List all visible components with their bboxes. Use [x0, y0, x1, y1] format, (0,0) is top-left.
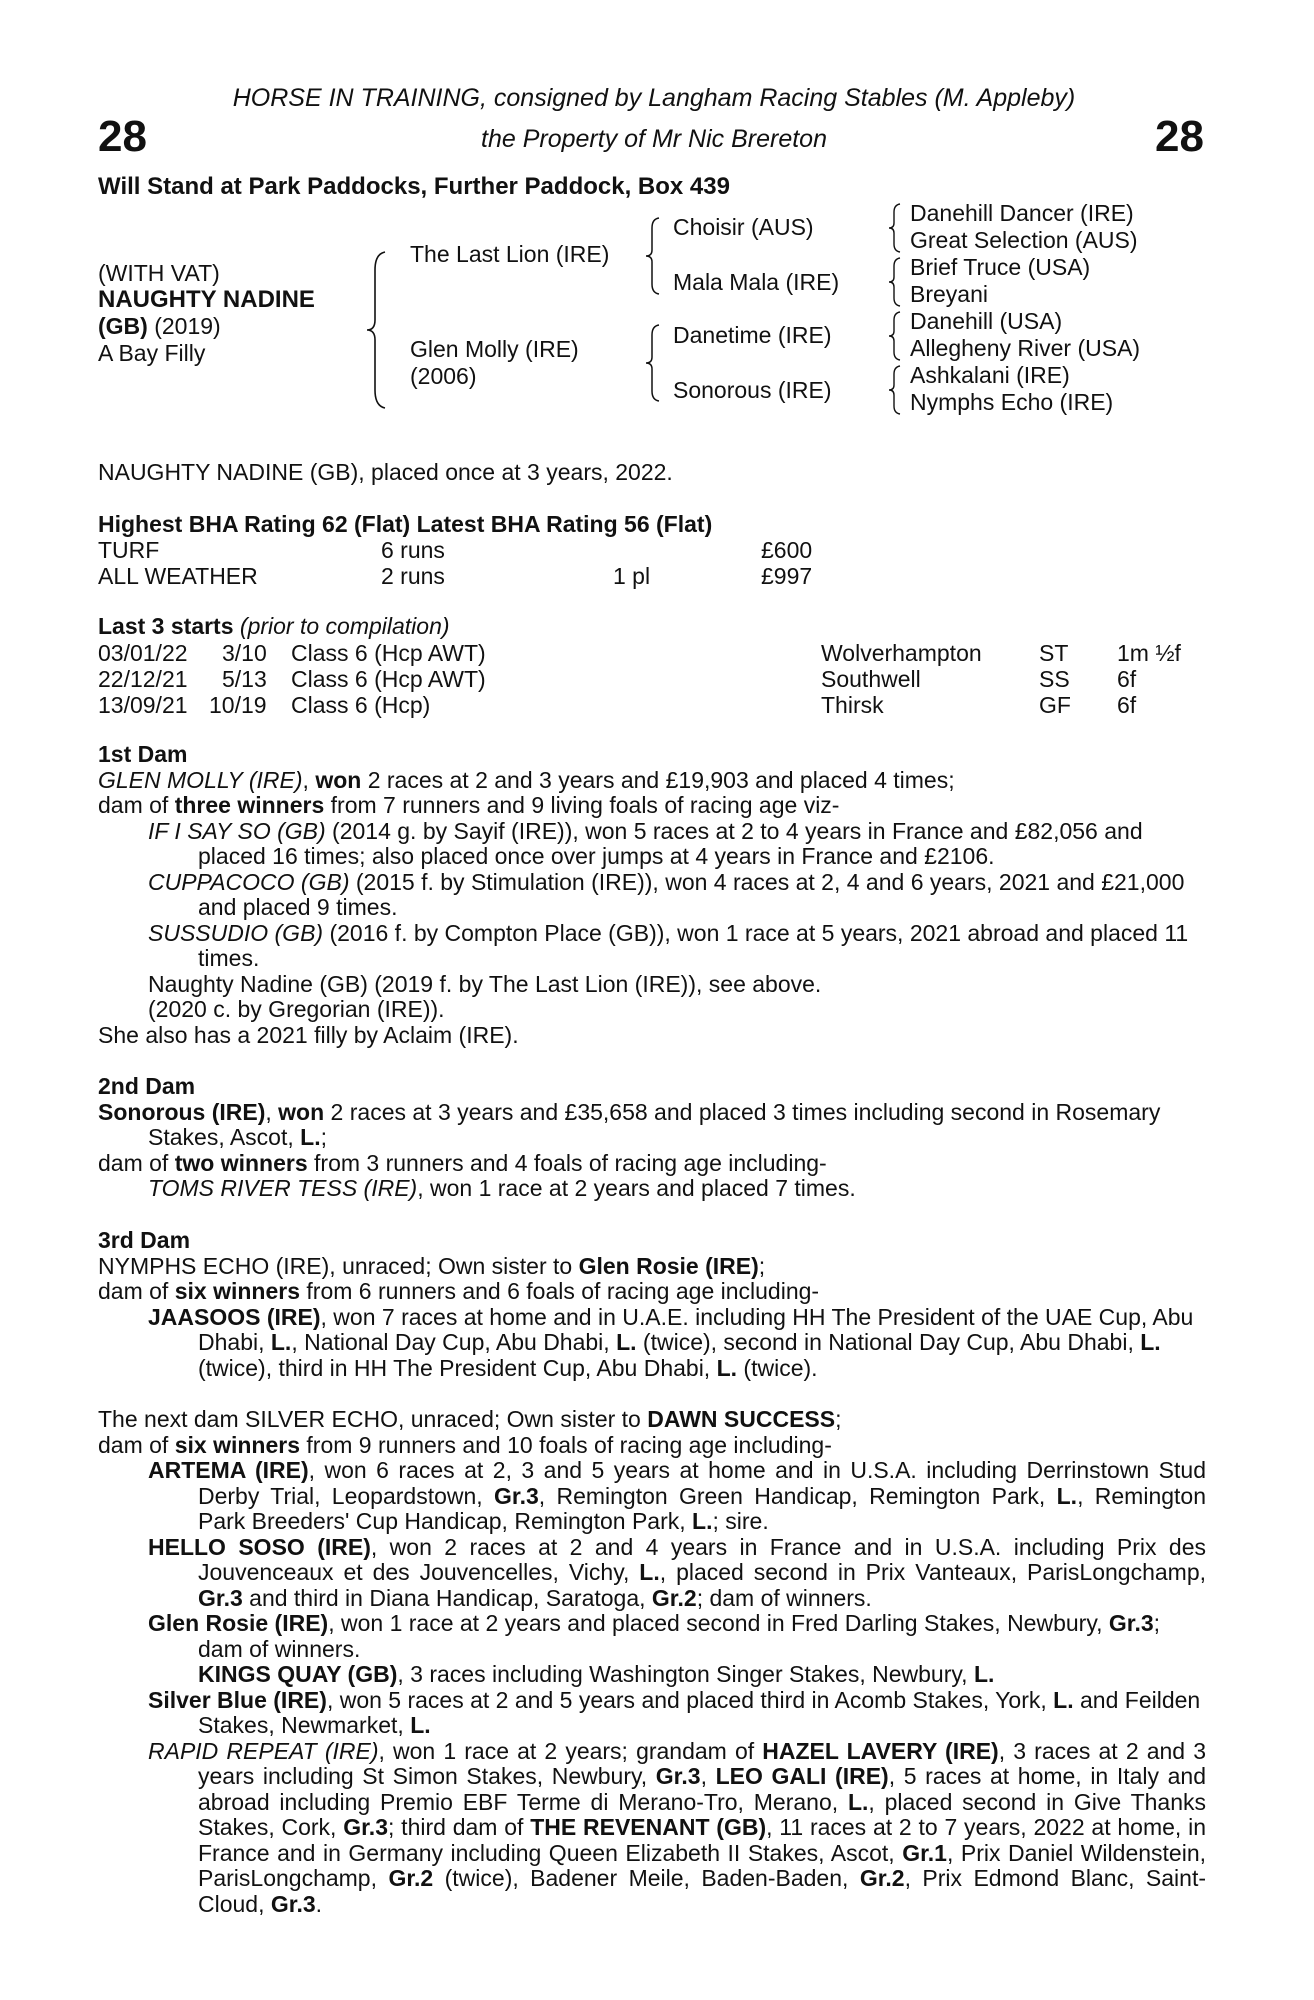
sire: The Last Lion (IRE) [410, 241, 610, 267]
text: (twice). [737, 1354, 818, 1381]
start-pos: 10/19 [209, 692, 267, 718]
start-dist: 1m ½f [1117, 640, 1181, 666]
text: , 3 races at 2 and 3 years including St Simon Stakes, Newbury, [198, 1737, 1207, 1789]
sister-name: DAWN SUCCESS [647, 1406, 836, 1432]
starts-table [98, 640, 1208, 718]
text: dam of [98, 1431, 175, 1458]
grade: L. [1056, 1482, 1078, 1509]
progeny-name: RAPID REPEAT (IRE) [148, 1737, 379, 1764]
starts-title-text: Last 3 starts [98, 613, 234, 639]
text: ; [320, 1124, 327, 1150]
grade: Gr.3 [343, 1814, 388, 1840]
text: ; dam of winners. [696, 1584, 872, 1611]
grade: L. [692, 1508, 713, 1534]
text: , 3 races including Washington Singer Stakes, Newbury, [397, 1661, 974, 1687]
progeny-entry [148, 870, 1206, 921]
rating-prize: £997 [761, 563, 813, 589]
property-line: the Property of Mr Nic Brereton [481, 125, 827, 153]
third-dam-title: 3rd Dam [98, 1227, 191, 1253]
text: , [700, 1763, 716, 1789]
text: ; dam of winners. [198, 1610, 1161, 1662]
starts-title [98, 614, 1206, 640]
grade: L. [1053, 1686, 1074, 1713]
progeny-entry [148, 1176, 1206, 1202]
grade: L. [410, 1712, 431, 1738]
text: ; [835, 1406, 842, 1432]
start-class: Class 6 (Hcp AWT) [291, 666, 486, 692]
text: 2 races at 2 and 3 years and £19,903 and placed 4 times; [361, 766, 955, 793]
text: . [315, 1890, 323, 1917]
text: , won 2 races at 2 and 4 years in France and in U.S.A. including Prix des Jouvenceaux et des Jouvencelles, Vichy, [198, 1533, 1206, 1585]
start-dist: 6f [1117, 666, 1137, 692]
rating-prize: £600 [761, 537, 813, 563]
starts-note: (prior to compilation) [239, 613, 450, 639]
text: ; sire. [712, 1508, 769, 1534]
text: from 9 runners and 10 foals of racing age including- [300, 1431, 832, 1458]
horse-name: NAUGHTY NADINE [98, 286, 315, 313]
text: , won 1 race at 2 years and placed second in Fred Darling Stakes, Newbury, [328, 1610, 1109, 1636]
rating-surface: ALL WEATHER [98, 563, 258, 589]
text: , [265, 1098, 279, 1125]
progeny-name: TOMS RIVER TESS (IRE) [148, 1175, 418, 1201]
third-dam-line2 [98, 1279, 1206, 1305]
start-pos: 3/10 [222, 640, 267, 666]
rating-placed: 1 pl [613, 563, 651, 589]
fourth-dam-line1 [98, 1407, 1206, 1433]
text: , 5 races at home, in Italy and abroad including Premio EBF Terme di Merano-Tro, Merano, [198, 1763, 1207, 1815]
fourth-dam-line2 [98, 1433, 1206, 1459]
text: , won 6 races at 2, 3 and 5 years at home and in U.S.A. including Derrinstown Stud Derby Trial, Leopardstown, [198, 1457, 1206, 1509]
grade: Gr.2 [388, 1865, 434, 1891]
text: , won 7 races at home and in U.A.E. including HH The President of the UAE Cup, Abu Dhabi, [198, 1303, 1194, 1355]
grade: L. [1140, 1329, 1161, 1355]
sds: Brief Truce (USA) [910, 254, 1091, 280]
brace-dd [886, 364, 906, 416]
text: (2016 f. by Compton Place (GB)), won 1 race at 5 years, 2021 abroad and placed 11 times. [198, 919, 1189, 971]
start-date: 03/01/22 [98, 640, 188, 666]
text: , National Day Cup, Abu Dhabi, [291, 1329, 617, 1355]
progeny-name: Silver Blue (IRE) [148, 1686, 327, 1713]
dam-name: GLEN MOLLY (IRE) [98, 766, 303, 793]
grade: L. [639, 1559, 660, 1585]
rating-runs: 6 runs [381, 537, 445, 563]
second-dam-title: 2nd Dam [98, 1073, 196, 1099]
progeny-name: SUSSUDIO (GB) [148, 919, 324, 946]
progeny-name: JAASOOS (IRE) [148, 1303, 321, 1330]
text: , won 1 race at 2 years; grandam of [378, 1737, 763, 1764]
start-course: Thirsk [821, 692, 884, 718]
start-course: Southwell [821, 666, 921, 692]
first-dam-section [98, 742, 1206, 1048]
sss: Danehill Dancer (IRE) [910, 200, 1134, 226]
grade: Gr.1 [902, 1839, 947, 1866]
progeny-entry [148, 921, 1206, 972]
stand-location: Will Stand at Park Paddocks, Further Paddock, Box 439 [98, 173, 730, 200]
second-dam-line1 [98, 1100, 1206, 1151]
horse-description: A Bay Filly [98, 340, 206, 366]
progeny-name: KINGS QUAY (GB) [198, 1661, 398, 1687]
grade: L. [716, 1354, 738, 1381]
ratings-table [98, 537, 898, 589]
brace-dam [643, 323, 665, 403]
winners-count: three winners [174, 792, 325, 818]
progeny-name: Glen Rosie (IRE) [148, 1610, 329, 1636]
first-dam-title: 1st Dam [98, 741, 188, 767]
won-label: won [278, 1098, 325, 1125]
rating-runs: 2 runs [381, 563, 445, 589]
progeny-note: She also has a 2021 filly by Aclaim (IRE). [98, 1021, 519, 1048]
grade: Gr.3 [655, 1763, 701, 1789]
second-dam-section [98, 1074, 1206, 1202]
third-dam-section [98, 1228, 1206, 1381]
brace-main [363, 250, 393, 410]
grandprogeny-name: LEO GALI (IRE) [715, 1763, 889, 1789]
progeny-entry [148, 1611, 1206, 1662]
text: , Prix Daniel Wildenstein, ParisLongchamp, [198, 1839, 1206, 1891]
text: , [302, 766, 316, 793]
start-date: 22/12/21 [98, 666, 188, 692]
start-going: ST [1039, 640, 1069, 666]
horse-origin-year [98, 313, 221, 340]
grade: Gr.2 [859, 1865, 905, 1891]
rating-surface: TURF [98, 537, 160, 563]
start-dist: 6f [1117, 692, 1137, 718]
progeny-entry [148, 1535, 1206, 1612]
text: dam of [98, 792, 175, 818]
text: (2015 f. by Stimulation (IRE)), won 4 races at 2, 4 and 6 years, 2021 and £21,000 and placed 9 times. [198, 868, 1185, 920]
grade: L. [847, 1788, 869, 1815]
start-going: SS [1039, 666, 1070, 692]
brace-sd [886, 256, 906, 308]
sire-sire: Choisir (AUS) [673, 214, 814, 240]
grade: Gr.3 [198, 1584, 243, 1611]
dds: Ashkalani (IRE) [910, 362, 1070, 388]
text: (twice), second in National Day Cup, Abu Dhabi, [636, 1329, 1141, 1355]
text: The next dam SILVER ECHO, unraced; Own sister to [98, 1406, 648, 1432]
text: from 6 runners and 6 foals of racing age including- [300, 1278, 820, 1304]
text: (twice), third in HH The President Cup, Abu Dhabi, [198, 1354, 717, 1381]
dss: Danehill (USA) [910, 308, 1063, 334]
start-course: Wolverhampton [821, 640, 982, 666]
summary: NAUGHTY NADINE (GB), placed once at 3 years, 2022. [98, 459, 673, 485]
ssd: Great Selection (AUS) [910, 227, 1138, 253]
dam-name: Sonorous (IRE) [98, 1098, 266, 1125]
second-dam-line2 [98, 1151, 1206, 1177]
start-pos: 5/13 [222, 666, 267, 692]
text: , Remington Park Breeders' Cup Handicap, Remington Park, [198, 1482, 1207, 1534]
brace-ss [886, 202, 906, 254]
dam-year: (2006) [410, 363, 477, 389]
text: ; third dam of [388, 1814, 531, 1840]
text: and Feilden Stakes, Newmarket, [198, 1686, 1201, 1738]
grandprogeny-name: THE REVENANT (GB) [530, 1814, 767, 1840]
horse-origin: (GB) [98, 313, 148, 339]
start-date: 13/09/21 [98, 692, 188, 718]
grade: L. [973, 1661, 995, 1687]
progeny-entry: Naughty Nadine (GB) (2019 f. by The Last Lion (IRE)), see above. [148, 970, 822, 997]
first-dam-line2 [98, 793, 1206, 819]
grade: Gr.3 [270, 1890, 316, 1917]
text: , placed second in Prix Vanteaux, ParisLongchamp, [659, 1559, 1207, 1585]
text: , placed second in Give Thanks Stakes, Cork, [198, 1788, 1206, 1840]
dam-sire: Danetime (IRE) [673, 322, 832, 348]
dsd: Allegheny River (USA) [910, 335, 1141, 361]
won-label: won [315, 766, 362, 793]
grade: Gr.3 [494, 1482, 539, 1509]
pedigree-chart [98, 200, 1228, 430]
text: and third in Diana Handicap, Saratoga, [242, 1584, 652, 1611]
text: , Remington Green Handicap, Remington Park, [538, 1482, 1057, 1509]
brace-ds [886, 310, 906, 362]
winners-count: six winners [174, 1278, 300, 1304]
progeny-entry [148, 819, 1206, 870]
progeny-name: CUPPACOCO (GB) [148, 868, 350, 895]
progeny-name: IF I SAY SO (GB) [148, 817, 326, 844]
progeny-entry: (2020 c. by Gregorian (IRE)). [148, 996, 445, 1022]
text: from 3 runners and 4 foals of racing age including- [307, 1149, 827, 1176]
grandprogeny-entry [98, 1662, 1206, 1688]
text: NYMPHS ECHO (IRE), unraced; Own sister to [98, 1252, 579, 1279]
winners-count: two winners [174, 1149, 308, 1176]
text: (twice), Badener Meile, Baden-Baden, [433, 1865, 860, 1891]
progeny-entry [148, 1458, 1206, 1535]
text: from 7 runners and 9 living foals of racing age viz- [324, 792, 840, 818]
dam-dam: Sonorous (IRE) [673, 377, 832, 403]
text: , 11 races at 2 to 7 years, 2022 at home, in France and in Germany including Queen Elizabeth II Stakes, Ascot, [198, 1814, 1206, 1866]
text: , won 5 races at 2 and 5 years and placed third in Acomb Stakes, York, [326, 1686, 1054, 1713]
grade: L. [616, 1329, 637, 1355]
progeny-entry [148, 1688, 1206, 1739]
grade: L. [270, 1329, 292, 1355]
text: , won 1 race at 2 years and placed 7 times. [417, 1175, 856, 1201]
sdd: Breyani [910, 281, 988, 307]
progeny-name: HELLO SOSO (IRE) [148, 1533, 371, 1560]
text: (2014 g. by Sayif (IRE)), won 5 races at 2 to 4 years in France and £82,056 and placed 16 times; also placed once over jumps at 4 years in France and £2106. [198, 817, 1143, 869]
lot-number-left: 28 [98, 112, 147, 161]
progeny-name: ARTEMA (IRE) [148, 1457, 309, 1483]
grade: Gr.2 [651, 1584, 697, 1611]
first-dam-line1 [98, 768, 1206, 794]
text: dam of [98, 1278, 175, 1304]
ratings-title: Highest BHA Rating 62 (Flat) Latest BHA Rating 56 (Flat) [98, 511, 713, 537]
grade: L. [300, 1124, 321, 1150]
horse-year: (2019) [154, 313, 221, 339]
start-going: GF [1039, 692, 1071, 718]
grandprogeny-name: HAZEL LAVERY (IRE) [762, 1737, 999, 1764]
consignor-line: HORSE IN TRAINING, consigned by Langham Racing Stables (M. Appleby) [232, 84, 1076, 112]
text: , Prix Edmond Blanc, Saint-Cloud, [198, 1865, 1207, 1917]
brace-sire [643, 216, 665, 296]
ddd: Nymphs Echo (IRE) [910, 389, 1114, 415]
grade: Gr.3 [1108, 1610, 1154, 1636]
sister-name: Glen Rosie (IRE) [578, 1252, 759, 1279]
start-class: Class 6 (Hcp) [291, 692, 431, 718]
third-dam-line1 [98, 1254, 1206, 1280]
dam: Glen Molly (IRE) [410, 336, 579, 362]
text: ; [758, 1252, 766, 1279]
winners-count: six winners [174, 1431, 300, 1458]
lot-number-right: 28 [1155, 112, 1204, 161]
vat-label: (WITH VAT) [98, 260, 220, 286]
start-class: Class 6 (Hcp AWT) [291, 640, 486, 666]
progeny-entry [148, 1739, 1206, 1918]
text: 2 races at 3 years and £35,658 and placed 3 times including second in Rosemary Stakes, Ascot, [148, 1098, 1161, 1150]
fourth-dam-section [98, 1407, 1206, 1917]
sire-dam: Mala Mala (IRE) [673, 269, 840, 295]
text: dam of [98, 1149, 175, 1176]
progeny-entry [148, 1305, 1206, 1382]
